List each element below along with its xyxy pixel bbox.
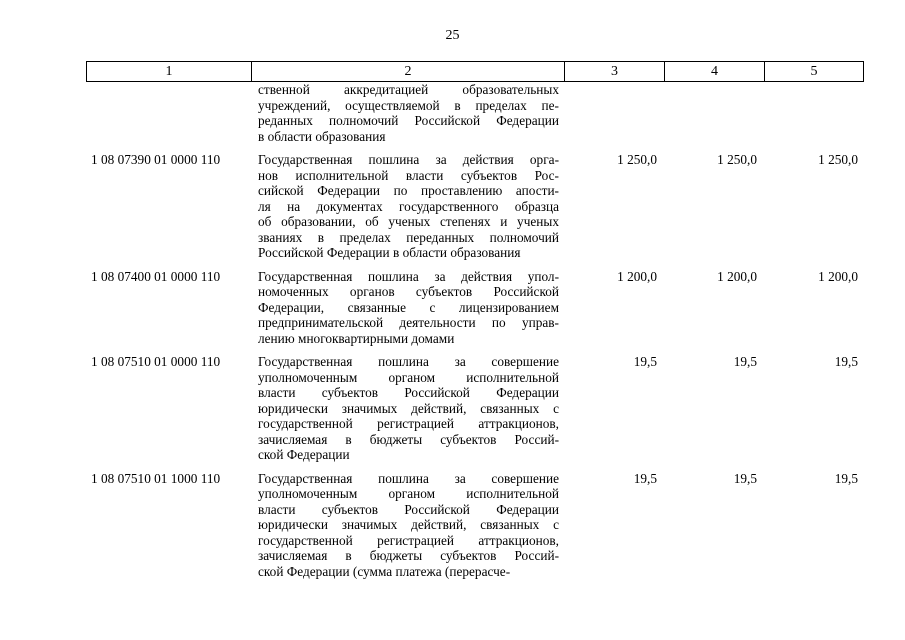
- budget-code: [86, 82, 251, 144]
- description-line: званиях в пределах переданных полномочий: [258, 229, 559, 245]
- description-line: учреждений, осуществляемой в пределах пе-: [258, 97, 559, 113]
- description: [251, 82, 564, 144]
- value-col-5: 1 250,0: [818, 152, 858, 167]
- value-col-5: 19,5: [834, 470, 858, 486]
- table-row: [86, 269, 864, 347]
- value-col-3: 1 250,0: [617, 152, 657, 167]
- row-gap: [86, 144, 864, 152]
- table-header: [86, 61, 864, 82]
- table-row: [86, 82, 864, 144]
- table-body: [86, 82, 864, 579]
- description-line: нов исполнительной власти субъектов Рос-: [258, 167, 559, 183]
- value-col-4: 1 250,0: [717, 152, 757, 167]
- budget-code: 1 08 07400 01 0000 110: [91, 268, 221, 284]
- value-col-5: 1 200,0: [818, 268, 858, 284]
- description-line: Государственная пошлина за действия упол-: [258, 268, 559, 284]
- description-line: власти субъектов Российской Федерации: [258, 501, 559, 517]
- description-line: Государственная пошлина за совершение: [258, 354, 559, 369]
- row-gap: [86, 463, 864, 471]
- row-gap: [86, 346, 864, 354]
- description-line: Российской Федерации в области образования: [258, 245, 521, 260]
- description-line: ской Федерации (сумма платежа (перерасче-: [258, 563, 511, 579]
- description-line: уполномоченным органом исполнительной: [258, 486, 559, 501]
- description-line: Государственная пошлина за совершение: [258, 470, 559, 486]
- description-line: реданных полномочий Российской Федерации: [258, 113, 559, 128]
- page-number: 25: [445, 28, 460, 43]
- table-row: [86, 471, 864, 580]
- header-col-4: 4: [665, 62, 765, 81]
- description-line: власти субъектов Российской Федерации: [258, 385, 559, 400]
- budget-code: 1 08 07510 01 0000 110: [91, 354, 221, 369]
- description-line: ственной аккредитацией образовательных: [258, 82, 559, 97]
- description-line: юридически значимых действий, связанных с: [258, 400, 559, 416]
- description: [251, 152, 564, 261]
- header-col-5: 5: [810, 63, 818, 79]
- description-line: Государственная пошлина за действия орга-: [258, 152, 559, 167]
- table-row: [86, 354, 864, 463]
- description: [251, 354, 564, 463]
- header-col-2: 2: [252, 62, 565, 81]
- table-row: [86, 152, 864, 261]
- description-line: номоченных органов субъектов Российской: [258, 284, 559, 299]
- budget-code: 1 08 07510 01 1000 110: [91, 470, 221, 486]
- description-line: лению многоквартирными домами: [258, 330, 455, 346]
- value-col-4: 19,5: [733, 354, 757, 369]
- description-line: зачисляемая в бюджеты субъектов Россий-: [258, 431, 559, 447]
- value-col-4: [664, 82, 764, 144]
- description: [251, 471, 564, 580]
- value-col-3: 19,5: [633, 470, 657, 486]
- description-line: юридически значимых действий, связанных с: [258, 517, 559, 532]
- value-col-4: 19,5: [733, 470, 757, 486]
- value-col-5: 19,5: [834, 354, 858, 369]
- description-line: об образовании, об ученых степенях и ученых: [258, 214, 559, 229]
- value-col-5: [764, 82, 864, 144]
- description-line: зачисляемая в бюджеты субъектов Россий-: [258, 548, 559, 563]
- value-col-3: 19,5: [633, 354, 657, 369]
- header-col-3: 3: [565, 62, 665, 81]
- description-line: сийской Федерации по проставлению апости-: [258, 183, 559, 198]
- description-line: ля на документах государственного образца: [258, 198, 559, 214]
- description-line: уполномоченным органом исполнительной: [258, 369, 559, 385]
- value-col-3: 1 200,0: [617, 268, 657, 284]
- budget-code: 1 08 07390 01 0000 110: [91, 152, 221, 167]
- description-line: в области образования: [258, 128, 386, 144]
- description-line: государственной регистрацией аттракционов,: [258, 532, 559, 548]
- value-col-4: 1 200,0: [717, 268, 757, 284]
- description-line: Федерации, связанные с лицензированием: [258, 299, 559, 315]
- row-gap: [86, 261, 864, 269]
- header-col-1: 1: [87, 62, 252, 81]
- description-line: ской Федерации: [258, 447, 350, 462]
- description-line: предпринимательской деятельности по управ-: [258, 315, 559, 330]
- description-line: государственной регистрацией аттракционов,: [258, 416, 559, 431]
- value-col-3: [564, 82, 664, 144]
- description: [251, 269, 564, 347]
